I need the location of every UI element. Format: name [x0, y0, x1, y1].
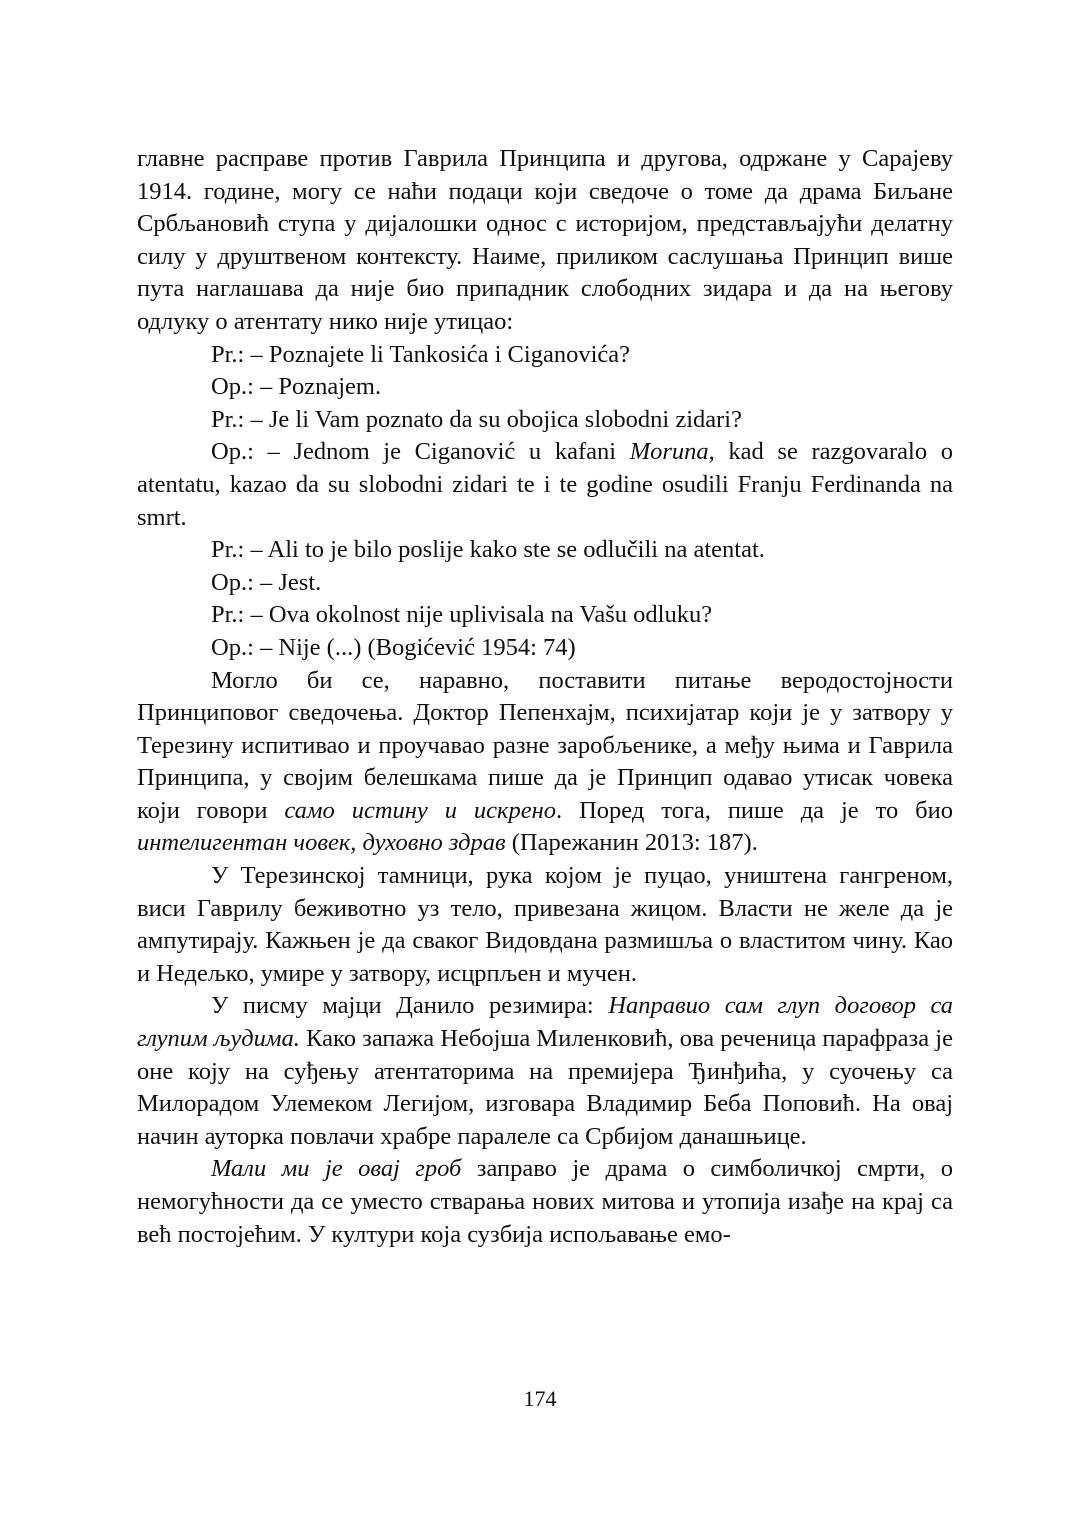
- text-run: У писму мајци Данило резимира:: [211, 992, 609, 1020]
- text-run: (Парежанин 2013: 187).: [505, 829, 758, 857]
- dialogue-line: [137, 404, 953, 437]
- dialogue-line: [137, 534, 953, 567]
- text-run: Pr.: – Poznajete li Tankosića i Ciganovića?: [211, 340, 631, 368]
- text-run: Op.: – Nije (...) (Bogićević 1954: 74): [211, 633, 576, 661]
- text-run: Op.: – Jednom je Ciganović u kafani: [211, 438, 630, 466]
- paragraph: [137, 665, 953, 861]
- dialogue-line: [137, 371, 953, 404]
- text-run: Op.: – Poznajem.: [211, 373, 382, 401]
- paragraph: [137, 990, 953, 1153]
- page-number: 174: [523, 1386, 557, 1411]
- text-run: У Терезинској тамници, рука којом је пуцао, уништена гангреном, виси Гаврилу беживотно уз тело, привезана жицом. Власти не желе да је ампутирају. Кажњен је да сваког Видовдана размишља о властитом чину. Као и Недељко, умире у затвору, исцрпљен и мучен.: [137, 862, 953, 987]
- paragraph: [137, 860, 953, 990]
- text-run: kad se razgovaralo o atentatu, kazao da su slobodni zidari te i te godine osudili Franju Ferdinanda na smrt.: [137, 438, 953, 531]
- italic-text: Направио сам глуп договор са глупим људима.: [137, 992, 953, 1053]
- text-run: Како запажа Небојша Миленковић, ова реченица парафраза је оне коју на суђењу атентаторима на премијера Ђинђића, у суочењу са Милорадом Улемеком Легијом, изговара Владимир Беба Поповић. На овај начин ауторка повлачи храбре паралеле са Србијом данашњице.: [137, 1025, 953, 1150]
- italic-text: само истину и искрено: [284, 796, 557, 824]
- text-run: Pr.: – Ova okolnost nije uplivisala na Vašu odluku?: [211, 601, 713, 629]
- text-run: . Поред тога, пише да је то био: [556, 796, 953, 824]
- italic-text: Мали ми је овај гроб: [211, 1155, 462, 1183]
- dialogue-line: [137, 339, 953, 372]
- paragraph: [137, 436, 953, 534]
- dialogue-line: [137, 567, 953, 600]
- text-run: Pr.: – Je li Vam poznato da su obojica slobodni zidari?: [211, 405, 742, 433]
- text-run: Pr.: – Ali to je bilo poslije kako ste se odlučili na atentat.: [211, 536, 765, 564]
- text-run: Op.: – Jest.: [211, 568, 322, 596]
- paragraph: [137, 1153, 953, 1251]
- paragraph: [137, 143, 953, 339]
- text-run: главне расправе против Гаврила Принципа и другова, одржане у Сарајеву 1914. године, могу се наћи подаци који сведоче о томе да драма Биљане Србљановић ступа у дијалошки однос с историјом, представљајући делатну силу у друштвеном контексту. Наиме, приликом саслушања Принцип више пута наглашава да није био припадник слободних зидара и да на његову одлуку о атентату нико није утицао:: [137, 145, 953, 335]
- text-run: заправо је драма о симболичкој смрти, о немогућности да се уместо стварања нових митова и утопија изађе на крај са већ постојећим. У култури која сузбија испољавање емо-: [137, 1155, 953, 1248]
- body-text: [137, 143, 953, 1251]
- italic-text: Moruna,: [629, 438, 715, 466]
- dialogue-line: [137, 632, 953, 665]
- dialogue-line: [137, 599, 953, 632]
- italic-text: интелигентан човек, духовно здрав: [137, 829, 506, 857]
- text-run: Могло би се, наравно, поставити питање веродостојности Принциповог сведочења. Доктор Пепенхајм, психијатар који је у затвору у Терезину испитивао и проучавао разне заробљенике, а међу њима и Гаврила Принципа, у својим белешкама пише да је Принцип одавао утисак човека који говори: [137, 666, 953, 824]
